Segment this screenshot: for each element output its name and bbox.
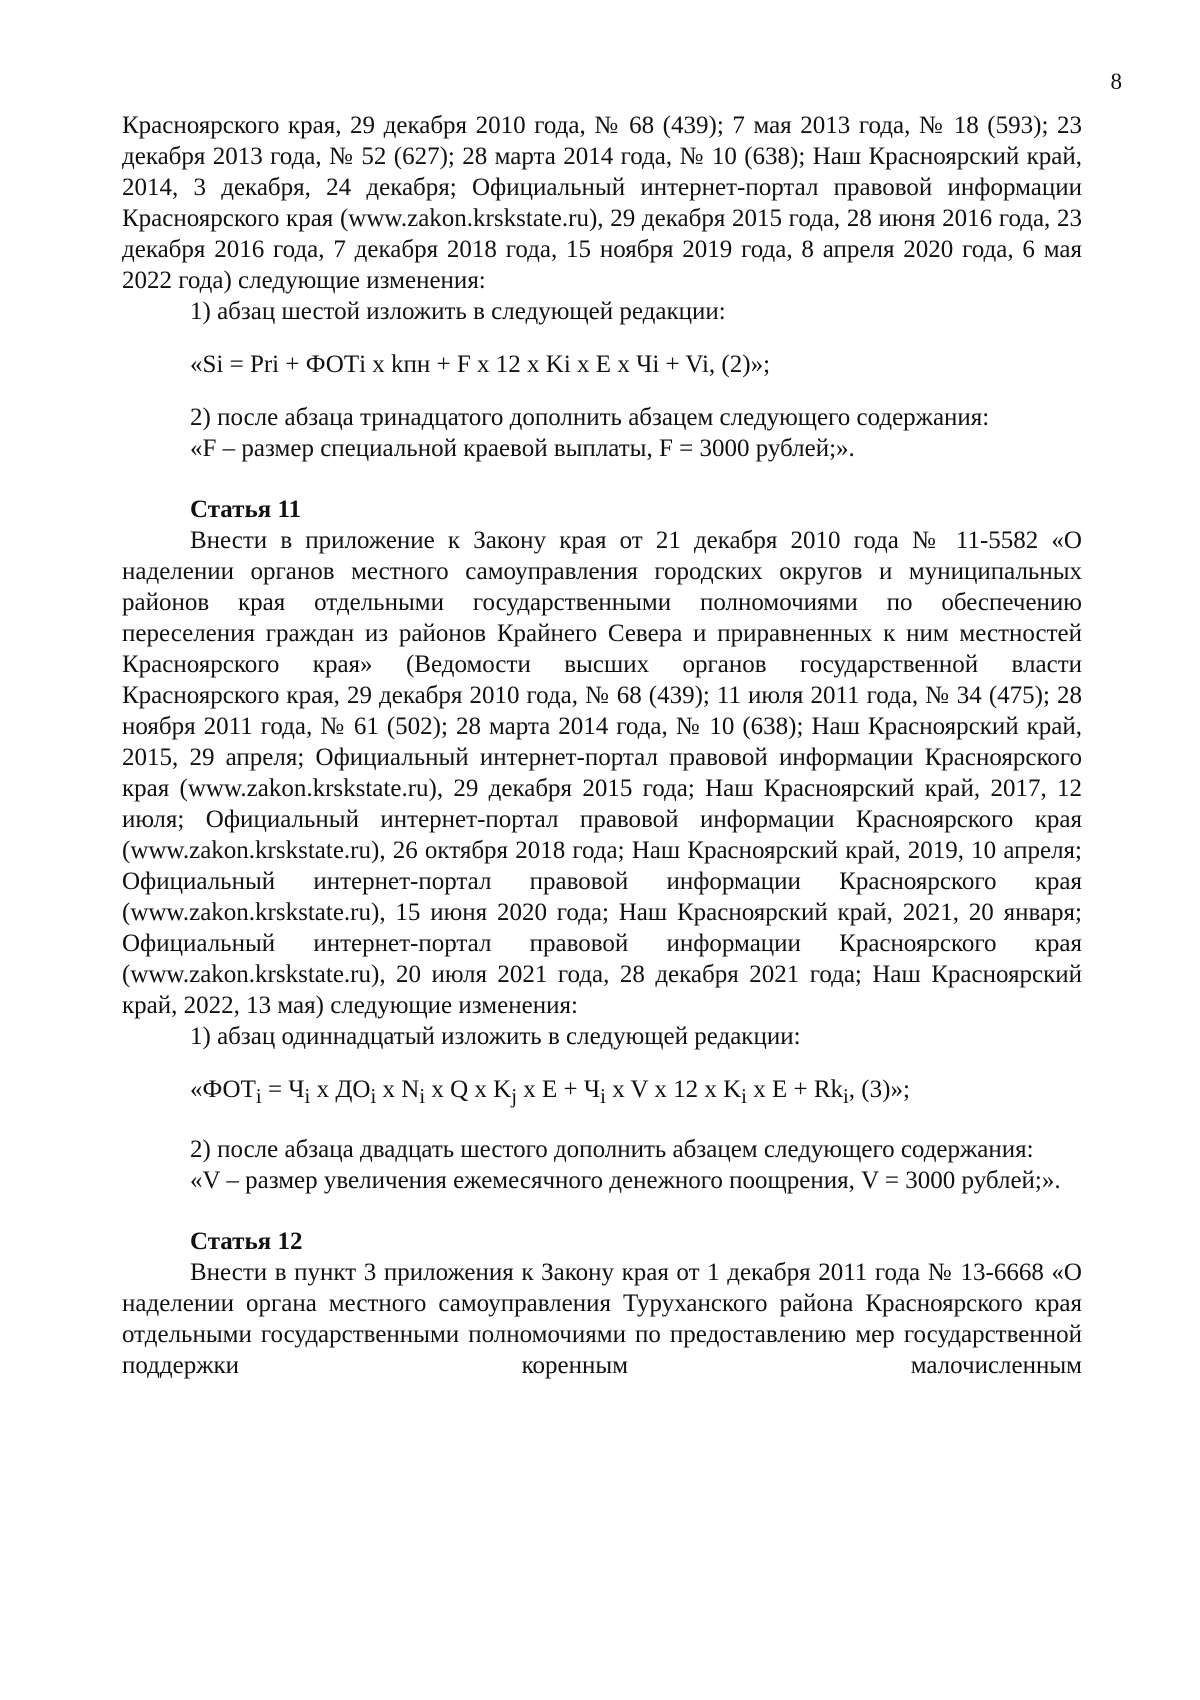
formula-fot-part: x E + Ч	[517, 1076, 601, 1103]
article-11-text: Внести в приложение к Закону края от 21 декабря 2010 года № 11-5582 «О наделении органов местного самоуправления городских округов и муниципальных районов края отдельными государственными полномочиями по обеспечению переселения граждан из районов Крайнего Севера и приравненных к ним местностей Красноярского края» (Ведомости высших органов государственной власти Красноярского края, 29 декабря 2010 года, № 68 (439); 11 июля 2011 года, № 34 (475); 28 ноября 2011 года, № 61 (502); 28 марта 2014 года, № 10 (638); Наш Красноярский край, 2015, 29 апреля; Официальный интернет-портал правовой информации Красноярского края (www.zakon.krskstate.ru), 29 декабря 2015 года; Наш Красноярский край, 2017, 12 июля; Официальный интернет-портал правовой информации Красноярского края (www.zakon.krskstate.ru), 26 октября 2018 года; Наш Красноярский край, 2019, 10 апреля; Официальный интернет-портал правовой информации Красноярского края (www.zakon.krskstate.ru), 15 июня 2020 года; Наш Красноярский край, 2021, 20 января; Официальный интернет-портал правовой информации Красноярского края (www.zakon.krskstate.ru), 20 июля 2021 года, 28 декабря 2021 года; Наш Красноярский край, 2022, 13 мая) следующие изменения:	[122, 527, 1082, 1019]
amendment-item-2: 2) после абзаца тринадцатого дополнить абзацем следующего содержания:	[190, 404, 990, 431]
formula-fot-part: = Ч	[261, 1076, 305, 1103]
amendment-item-1: 1) абзац шестой изложить в следующей редакции:	[190, 298, 726, 325]
article-11-item-2: 2) после абзаца двадцать шестого дополнить абзацем следующего содержания:	[190, 1136, 1034, 1163]
page-number: 8	[1110, 69, 1122, 94]
formula-subscript: i	[255, 1084, 262, 1108]
document-body	[122, 110, 1082, 1381]
formula-subscript: i	[600, 1084, 606, 1108]
formula-fot-part: , (3)»;	[848, 1076, 910, 1103]
article-12-heading: Статья 12	[190, 1228, 303, 1255]
article-11-heading: Статья 11	[190, 496, 302, 523]
paragraph-continuation: Красноярского края, 29 декабря 2010 года, № 68 (439); 7 мая 2013 года, № 18 (593); 23 декабря 2013 года, № 52 (627); 28 марта 2014 года, № 10 (638); Наш Красноярский край, 2014, 3 декабря, 24 декабря; Официальный интернет-портал правовой информации Красноярского края (www.zakon.krskstate.ru), 29 декабря 2015 года, 28 июня 2016 года, 23 декабря 2016 года, 7 декабря 2018 года, 15 ноября 2019 года, 8 апреля 2020 года, 6 мая 2022 года) следующие изменения:	[122, 112, 1082, 294]
formula-fot-part: «ФОТ	[190, 1076, 256, 1103]
formula-fot-part: x Q x K	[425, 1076, 512, 1103]
formula-subscript: i	[741, 1084, 747, 1108]
formula-fot-part: x ДО	[310, 1076, 371, 1103]
article-11-item-1: 1) абзац одиннадцатый изложить в следующей редакции:	[190, 1023, 801, 1050]
quoted-definition-f: «F – размер специальной краевой выплаты, F = 3000 рублей;».	[190, 435, 855, 462]
formula-fot-part: x N	[376, 1076, 420, 1103]
quoted-definition-v: «V – размер увеличения ежемесячного денежного поощрения, V = 3000 рублей;».	[190, 1167, 1061, 1194]
formula-subscript: i	[370, 1084, 377, 1108]
formula-subscript: i	[304, 1084, 311, 1108]
formula-fot	[122, 1074, 1082, 1112]
formula-subscript: i	[419, 1084, 426, 1108]
formula-fot-part: x V x 12 x K	[605, 1076, 742, 1103]
formula-fot-part: x E + Rk	[746, 1076, 843, 1103]
formula-subscript: i	[843, 1084, 849, 1108]
formula-si: «Si = Pri + ФОТi x kпн + F x 12 x Ki x E x Чi + Vi, (2)»;	[190, 351, 771, 378]
article-12-text: Внести в пункт 3 приложения к Закону края от 1 декабря 2011 года № 13-6668 «О наделении органа местного самоуправления Туруханского района Красноярского края отдельными государственными полномочиями по предоставлению мер государственной поддержки коренным малочисленным	[122, 1259, 1082, 1379]
formula-subscript: j	[511, 1084, 518, 1108]
